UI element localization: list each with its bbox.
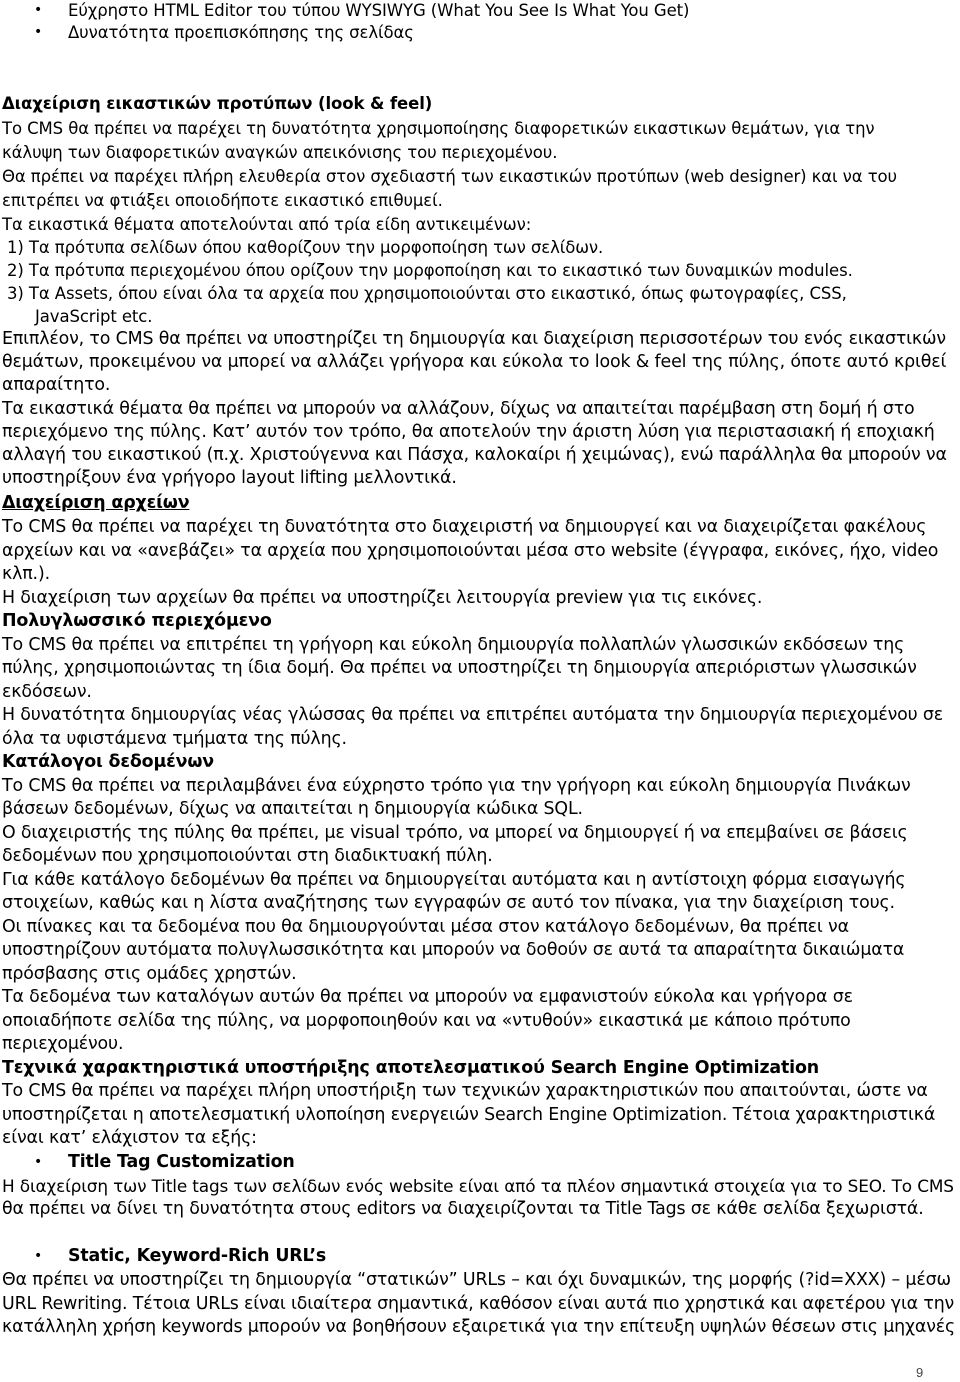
paragraph-line: Τα δεδομένα των καταλόγων αυτών θα πρέπει να μπορούν να εμφανιστούν εύκολα και γρήγορα σε [2,987,853,1007]
paragraph-line: πρόσβασης στις ομάδες χρηστών. [2,964,297,984]
paragraph-line: υποστηρίζουν αυτόματα πολυγλωσσικότητα και μπορούν να δοθούν σε αυτά τα απαραίτητα δικαιώματα [2,940,905,960]
paragraph-line: δεδομένων που χρησιμοποιούνται στη διαδικτυακή πύλη. [2,846,493,866]
section-heading: Κατάλογοι δεδομένων [2,752,215,772]
subsection-heading: Static, Keyword-Rich URL’s [68,1246,327,1266]
list-item: 1) Τα πρότυπα σελίδων όπου καθορίζουν την μορφοποίηση των σελίδων. [7,238,604,257]
paragraph-line: στοιχείων, καθώς και η λίστα αναζήτησης των εγγραφών σε αυτό τον πίνακα, για την διαχείριση τους. [2,893,895,913]
paragraph-line: περιεχόμενο της πύλης. Κατ’ αυτόν τον τρόπο, θα αποτελούν την άριστη λύση για περιστασιακή ή εποχιακή [2,422,935,442]
bullet-item: Δυνατότητα προεπισκόπησης της σελίδας [68,23,414,42]
paragraph-line: πύλης, χρησιμοποιώντας τη ίδια δομή. Θα πρέπει να υποστηρίζει τη δημιουργία απεριόριστων γλωσσικών [2,658,917,678]
paragraph-line: απαραίτητο. [2,375,111,395]
subsection-heading: Title Tag Customization [68,1152,295,1172]
paragraph-line: Η δυνατότητα δημιουργίας νέας γλώσσας θα πρέπει να επιτρέπει αυτόματα την δημιουργία περιεχομένου σε [2,705,944,725]
paragraph-line: Επιπλέον, το CMS θα πρέπει να υποστηρίζει τη δημιουργία και διαχείριση περισσοτέρων του ενός εικαστικών [2,329,946,349]
paragraph-line: Θα πρέπει να υποστηρίζει τη δημιουργία “στατικών” URLs – και όχι δυναμικών, της μορφής (?id=XXX) – μέσω [2,1270,951,1290]
paragraph-line: Θα πρέπει να παρέχει πλήρη ελευθερία στον σχεδιαστή των εικαστικών προτύπων (web designer) και να του [2,167,898,186]
paragraph-line: Το CMS θα πρέπει να περιλαμβάνει ένα εύχρηστο τρόπο για την γρήγορη και εύκολη δημιουργία Πινάκων [2,776,911,796]
section-heading: Διαχείριση εικαστικών προτύπων (look & feel) [2,94,433,113]
paragraph-line: όλα τα υφιστάμενα τμήματα της πύλης. [2,729,347,749]
paragraph-line: υποστηρίζεται η αποτελεσματική υλοποίηση ενεργειών Search Engine Optimization. Τέτοια χαρακτηριστικά [2,1105,936,1125]
section-heading: Διαχείριση αρχείων [2,493,190,513]
bullet-icon: • [34,1248,43,1264]
page-number: 9 [916,1365,924,1380]
paragraph-line: Τα εικαστικά θέματα αποτελούνται από τρία είδη αντικειμένων: [2,215,532,234]
paragraph-line: περιεχομένου. [2,1034,124,1054]
paragraph-line: Η διαχείριση των Title tags των σελίδων ενός website είναι από τα πλέον σημαντικά στοιχεία για το SEO. Το CMS [2,1176,954,1196]
paragraph-line: υποστηρίξουν ένα γρήγορο layout lifting μελλοντικά. [2,468,457,488]
paragraph-line: Το CMS θα πρέπει να παρέχει τη δυνατότητα στο διαχειριστή να δημιουργεί και να διαχειρίζεται φακέλους [2,517,927,537]
paragraph-line: αρχείων και να «ανεβάζει» τα αρχεία που χρησιμοποιούνται μέσα στο website (έγγραφα, εικόνες, ήχο, video [2,541,939,561]
paragraph-line: βάσεων δεδομένων, δίχως να απαιτείται η δημιουργία κώδικα SQL. [2,799,583,819]
paragraph-line: Το CMS θα πρέπει να παρέχει τη δυνατότητα χρησιμοποίησης διαφορετικών εικαστικων θεμάτων, για την [2,119,875,138]
paragraph-line: Οι πίνακες και τα δεδομένα που θα δημιουργούνται μέσα στον κατάλογο δεδομένων, θα πρέπει να [2,917,849,937]
section-heading: Τεχνικά χαρακτηριστικά υποστήριξης αποτελεσματικού Search Engine Optimization [2,1058,820,1078]
paragraph-line: κατάλληλη χρήση keywords μπορούν να βοηθήσουν εξαιρετικά για την επίτευξη υψηλών θέσεων στις μηχανές [2,1317,956,1337]
paragraph-line: αλλαγή του εικαστικού (π.χ. Χριστούγεννα και Πάσχα, καλοκαίρι ή χειμώνας), ενώ παράλληλα θα μπορούν να [2,445,947,465]
paragraph-line: κλπ.). [2,564,50,584]
paragraph-line: θεμάτων, προκειμένου να μπορεί να αλλάζει γρήγορα και εύκολα το look & feel της πύλης, όποτε αυτό κριθεί [2,352,947,372]
list-item-continuation: JavaScript etc. [35,307,153,326]
paragraph-line: επιτρέπει να φτιάξει οποιοδήποτε εικαστικό επιθυμεί. [2,191,443,210]
bullet-icon: • [34,2,43,18]
bullet-icon: • [34,24,43,40]
bullet-icon: • [34,1154,43,1170]
paragraph-line: είναι κατ’ ελάχιστον τα εξής: [2,1128,257,1148]
paragraph-line: Η διαχείριση των αρχείων θα πρέπει να υποστηρίζει λειτουργία preview για τις εικόνες. [2,588,763,608]
paragraph-line: Τα εικαστικά θέματα θα πρέπει να μπορούν να αλλάζουν, δίχως να απαιτείται παρέμβαση στη δομή ή στο [2,399,915,419]
paragraph-line: Για κάθε κατάλογο δεδομένων θα πρέπει να δημιουργείται αυτόματα και η αντίστοιχη φόρμα εισαγωγής [2,870,906,890]
paragraph-line: θα πρέπει να δίνει τη δυνατότητα στους editors να διαχειρίζονται τα Title Tags σε κάθε σελίδα ξεχωριστά. [2,1199,924,1219]
paragraph-line: Ο διαχειριστής της πύλης θα πρέπει, με visual τρόπο, να μπορεί να δημιουργεί ή να επεμβαίνει σε βάσεις [2,823,908,843]
section-heading: Πολυγλωσσικό περιεχόμενο [2,611,272,631]
list-item: 3) Τα Assets, όπου είναι όλα τα αρχεία που χρησιμοποιούνται στο εικαστικό, όπως φωτογραφίες, CSS, [7,284,847,303]
paragraph-line: οποιαδήποτε σελίδα της πύλης, να μορφοποιηθούν και να «ντυθούν» εικαστικά με κάποιο πρότυπο [2,1011,851,1031]
paragraph-line: κάλυψη των διαφορετικών αναγκών απεικόνισης του περιεχομένου. [2,143,558,162]
bullet-item: Εύχρηστο HTML Editor του τύπου WYSIWYG (What You See Is What You Get) [68,1,690,20]
paragraph-line: Το CMS θα πρέπει να παρέχει πλήρη υποστήριξη των τεχνικών χαρακτηριστικών που απαιτούνται, ώστε να [2,1081,928,1101]
list-item: 2) Τα πρότυπα περιεχομένου όπου ορίζουν την μορφοποίηση και το εικαστικό των δυναμικών modules. [7,261,853,280]
paragraph-line: εκδόσεων. [2,682,92,702]
paragraph-line: URL Rewriting. Τέτοια URLs είναι ιδιαίτερα σημαντικά, καθόσον είναι αυτά πιο χρηστικά και αφετέρου για την [2,1294,955,1314]
paragraph-line: Το CMS θα πρέπει να επιτρέπει τη γρήγορη και εύκολη δημιουργία πολλαπλών γλωσσικών εκδόσεων της [2,635,905,655]
